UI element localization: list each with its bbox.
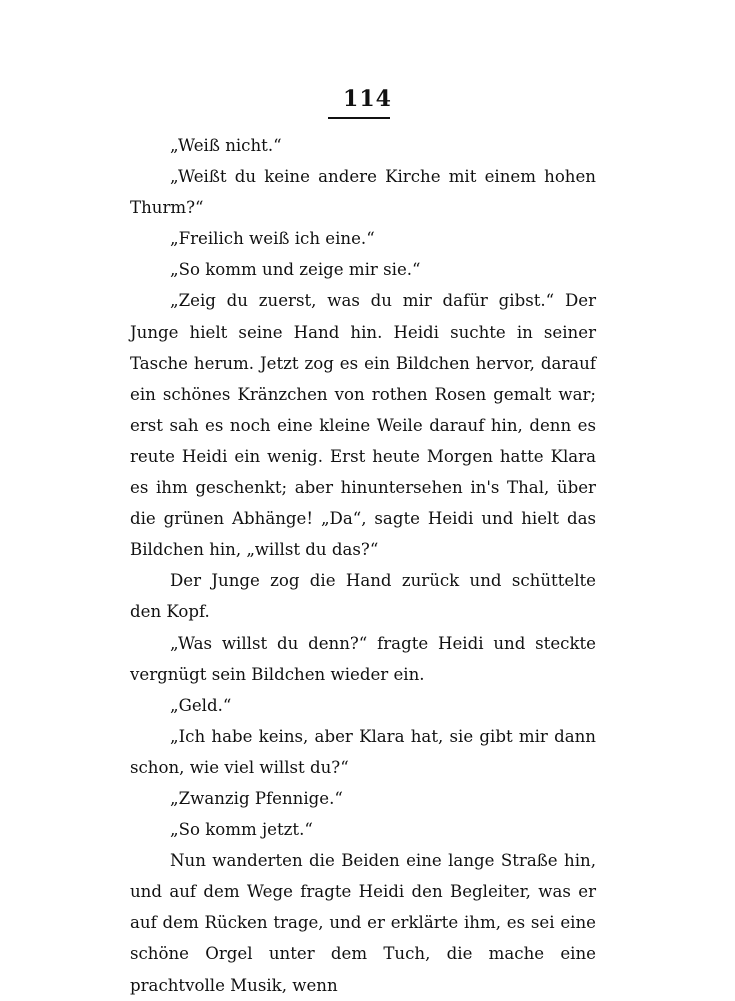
paragraph: „Weiß nicht.“ <box>170 136 282 155</box>
paragraph: „Weißt du keine andere Kirche mit einem hohen Thurm?“ <box>130 167 596 218</box>
paragraph: „Ich habe keins, aber Klara hat, sie gibt mir dann schon, wie viel willst du?“ <box>130 726 596 777</box>
page-number: 114 <box>343 86 392 112</box>
paragraph: Nun wanderten die Beiden eine lange Straße hin, und auf dem Wege fragte Heidi den Begleiter, was er auf dem Rücken trage, und er erklärte ihm, es sei eine schöne Orgel unter dem Tuch, die mache eine prachtvolle Musik, wenn <box>130 851 596 995</box>
paragraph: „Was willst du denn?“ fragte Heidi und steckte vergnügt sein Bildchen wieder ein. <box>130 633 596 684</box>
body-text <box>130 130 596 1001</box>
paragraph: „Zeig du zuerst, was du mir dafür gibst.“ Der Junge hielt seine Hand hin. Heidi suchte in seiner Tasche herum. Jetzt zog es ein Bildchen hervor, darauf ein schönes Kränzchen von rothen Rosen gemalt war; erst sah es noch eine kleine Weile darauf hin, denn es reute Heidi ein wenig. Erst heute Morgen hatte Klara es ihm geschenkt; aber hinuntersehen in's Thal, über die grünen Abhänge! „Da“, sagte Heidi und hielt das Bildchen hin, „willst du das?“ <box>130 291 596 560</box>
paragraph: Der Junge zog die Hand zurück und schüttelte den Kopf. <box>130 571 596 622</box>
paragraph: „Zwanzig Pfennige.“ <box>170 788 343 808</box>
paragraph: „So komm jetzt.“ <box>170 820 313 840</box>
paragraph: „Geld.“ <box>170 695 232 715</box>
paragraph: „Freilich weiß ich eine.“ <box>170 229 375 249</box>
paragraph: „So komm und zeige mir sie.“ <box>170 260 421 280</box>
header-rule <box>328 117 390 119</box>
